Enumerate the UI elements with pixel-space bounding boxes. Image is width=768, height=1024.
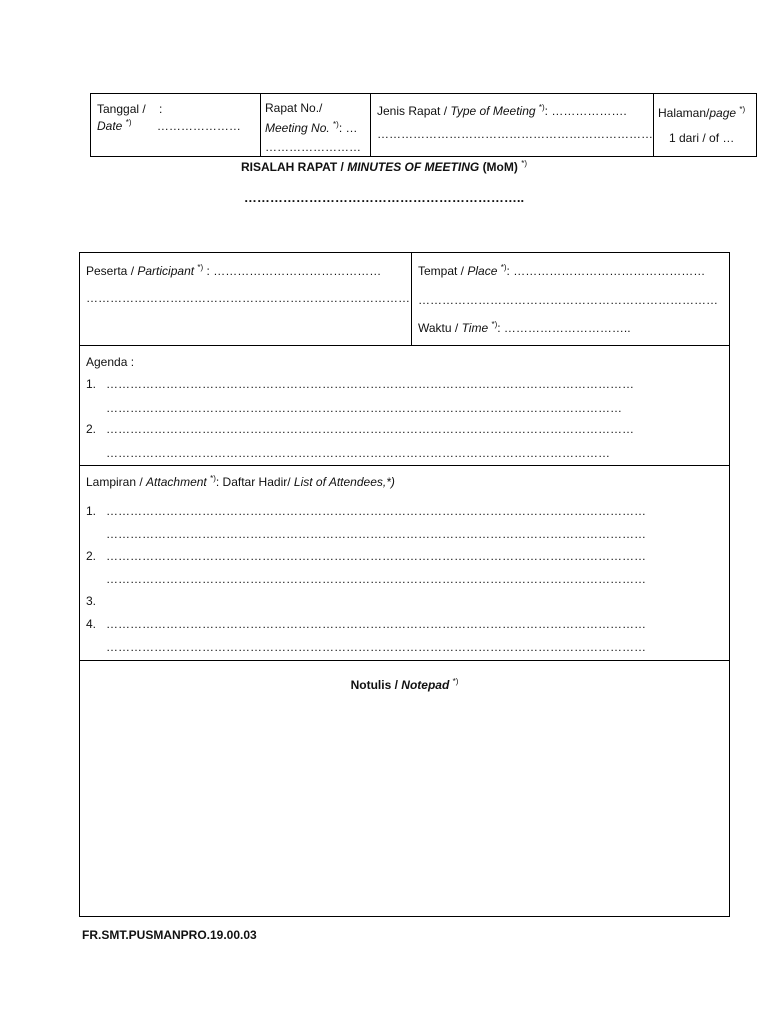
- place-dots[interactable]: …………………………………………………………………: [418, 293, 718, 307]
- date-cell[interactable]: [91, 94, 261, 156]
- attachment-item-number: 1.: [86, 504, 97, 518]
- page-title: [0, 160, 768, 174]
- notepad-label: Notulis /: [350, 678, 398, 692]
- agenda-item-number: 2.: [86, 422, 97, 436]
- participants-field[interactable]: [86, 264, 381, 278]
- page-label-en: page: [709, 106, 737, 120]
- page-value: 1 dari / of …: [669, 131, 735, 145]
- meeting-type-cell[interactable]: [371, 94, 654, 156]
- place-label: Tempat /: [418, 264, 465, 278]
- page-cell: [654, 94, 756, 156]
- attachment-item-line[interactable]: ………………………………………………………………………………………………………………………: [106, 572, 646, 586]
- meeting-no-cell[interactable]: [261, 94, 371, 156]
- section-divider: [411, 253, 412, 345]
- header-table: [90, 93, 757, 157]
- page-label: Halaman/: [658, 106, 710, 120]
- meeting-no-label-en: Meeting No.: [265, 121, 330, 135]
- time-label-en: Time: [461, 321, 489, 335]
- participants-mark: *): [197, 263, 204, 272]
- attachment-item-number: 3.: [86, 594, 97, 608]
- attachment-item-number: 2.: [86, 549, 97, 563]
- notepad-heading: [80, 678, 729, 692]
- time-field[interactable]: [418, 321, 631, 335]
- participants-label: Peserta /: [86, 264, 135, 278]
- agenda-item-line[interactable]: …………………………………………………………………………………………………………………: [106, 401, 622, 415]
- participants-label-en: Participant: [137, 264, 195, 278]
- notepad-label-en: Notepad: [401, 678, 450, 692]
- attachment-label-row: [86, 475, 395, 489]
- date-colon: :: [159, 102, 163, 116]
- title-abbr: (MoM): [482, 160, 518, 174]
- type-label-en: Type of Meeting: [450, 104, 536, 118]
- attachment-label-en: Attachment: [146, 475, 207, 489]
- attachment-tail-en: List of Attendees,*): [293, 475, 395, 489]
- participants-section: [80, 253, 729, 346]
- time-mark: *): [491, 320, 498, 329]
- notepad-mark: *): [452, 677, 459, 686]
- attachment-item-line[interactable]: ………………………………………………………………………………………………………………………: [106, 640, 646, 654]
- type-label: Jenis Rapat /: [377, 104, 448, 118]
- notepad-section[interactable]: [80, 661, 729, 916]
- date-mark: *): [125, 118, 132, 127]
- meeting-no-tail: : …: [338, 121, 358, 135]
- attachment-tail: : Daftar Hadir/: [215, 475, 291, 489]
- attachment-item-line[interactable]: ………………………………………………………………………………………………………………………: [106, 617, 646, 631]
- title-dots[interactable]: ………………………………………………………..: [243, 190, 525, 205]
- attachment-section: [80, 466, 729, 661]
- attachment-label: Lampiran /: [86, 475, 143, 489]
- participants-dots[interactable]: ………………………………………………………………………: [86, 291, 410, 305]
- place-mark: *): [500, 263, 507, 272]
- agenda-item-number: 1.: [86, 377, 97, 391]
- date-dots: …………………: [156, 119, 241, 133]
- place-tail: : …………………………………………: [506, 264, 706, 278]
- meeting-no-dots: ……………………: [265, 140, 361, 154]
- attachment-item-line[interactable]: ………………………………………………………………………………………………………………………: [106, 549, 646, 563]
- type-dots: ……………………………………………………………: [377, 127, 653, 141]
- agenda-item-line[interactable]: ………………………………………………………………………………………………………………: [106, 446, 610, 460]
- agenda-item-line[interactable]: ……………………………………………………………………………………………………………………: [106, 377, 634, 391]
- place-label-en: Place: [467, 264, 498, 278]
- attachment-item-line[interactable]: ………………………………………………………………………………………………………………………: [106, 527, 646, 541]
- time-label: Waktu /: [418, 321, 459, 335]
- type-tail: : ……………….: [544, 104, 627, 118]
- meeting-no-mark: *): [333, 120, 339, 129]
- page-mark: *): [739, 105, 746, 114]
- agenda-label: Agenda :: [86, 355, 135, 369]
- agenda-item-line[interactable]: ……………………………………………………………………………………………………………………: [106, 422, 634, 436]
- meeting-no-label: Rapat No./: [265, 101, 323, 115]
- date-label: Tanggal /: [97, 102, 146, 116]
- title-main-en: MINUTES OF MEETING: [347, 160, 480, 174]
- place-field[interactable]: [418, 264, 705, 278]
- time-tail: : …………………………..: [497, 321, 631, 335]
- agenda-section: [80, 346, 729, 466]
- date-label-en: Date: [97, 119, 123, 133]
- type-mark: *): [538, 103, 545, 112]
- attachment-mark: *): [210, 474, 216, 483]
- form-code: FR.SMT.PUSMANPRO.19.00.03: [82, 928, 257, 942]
- title-mark: *): [521, 159, 528, 168]
- minutes-form: [79, 252, 730, 917]
- attachment-item-number: 4.: [86, 617, 97, 631]
- participants-tail: : ……………………………………: [206, 264, 382, 278]
- title-main: RISALAH RAPAT /: [240, 160, 344, 174]
- attachment-item-line[interactable]: ………………………………………………………………………………………………………………………: [106, 504, 646, 518]
